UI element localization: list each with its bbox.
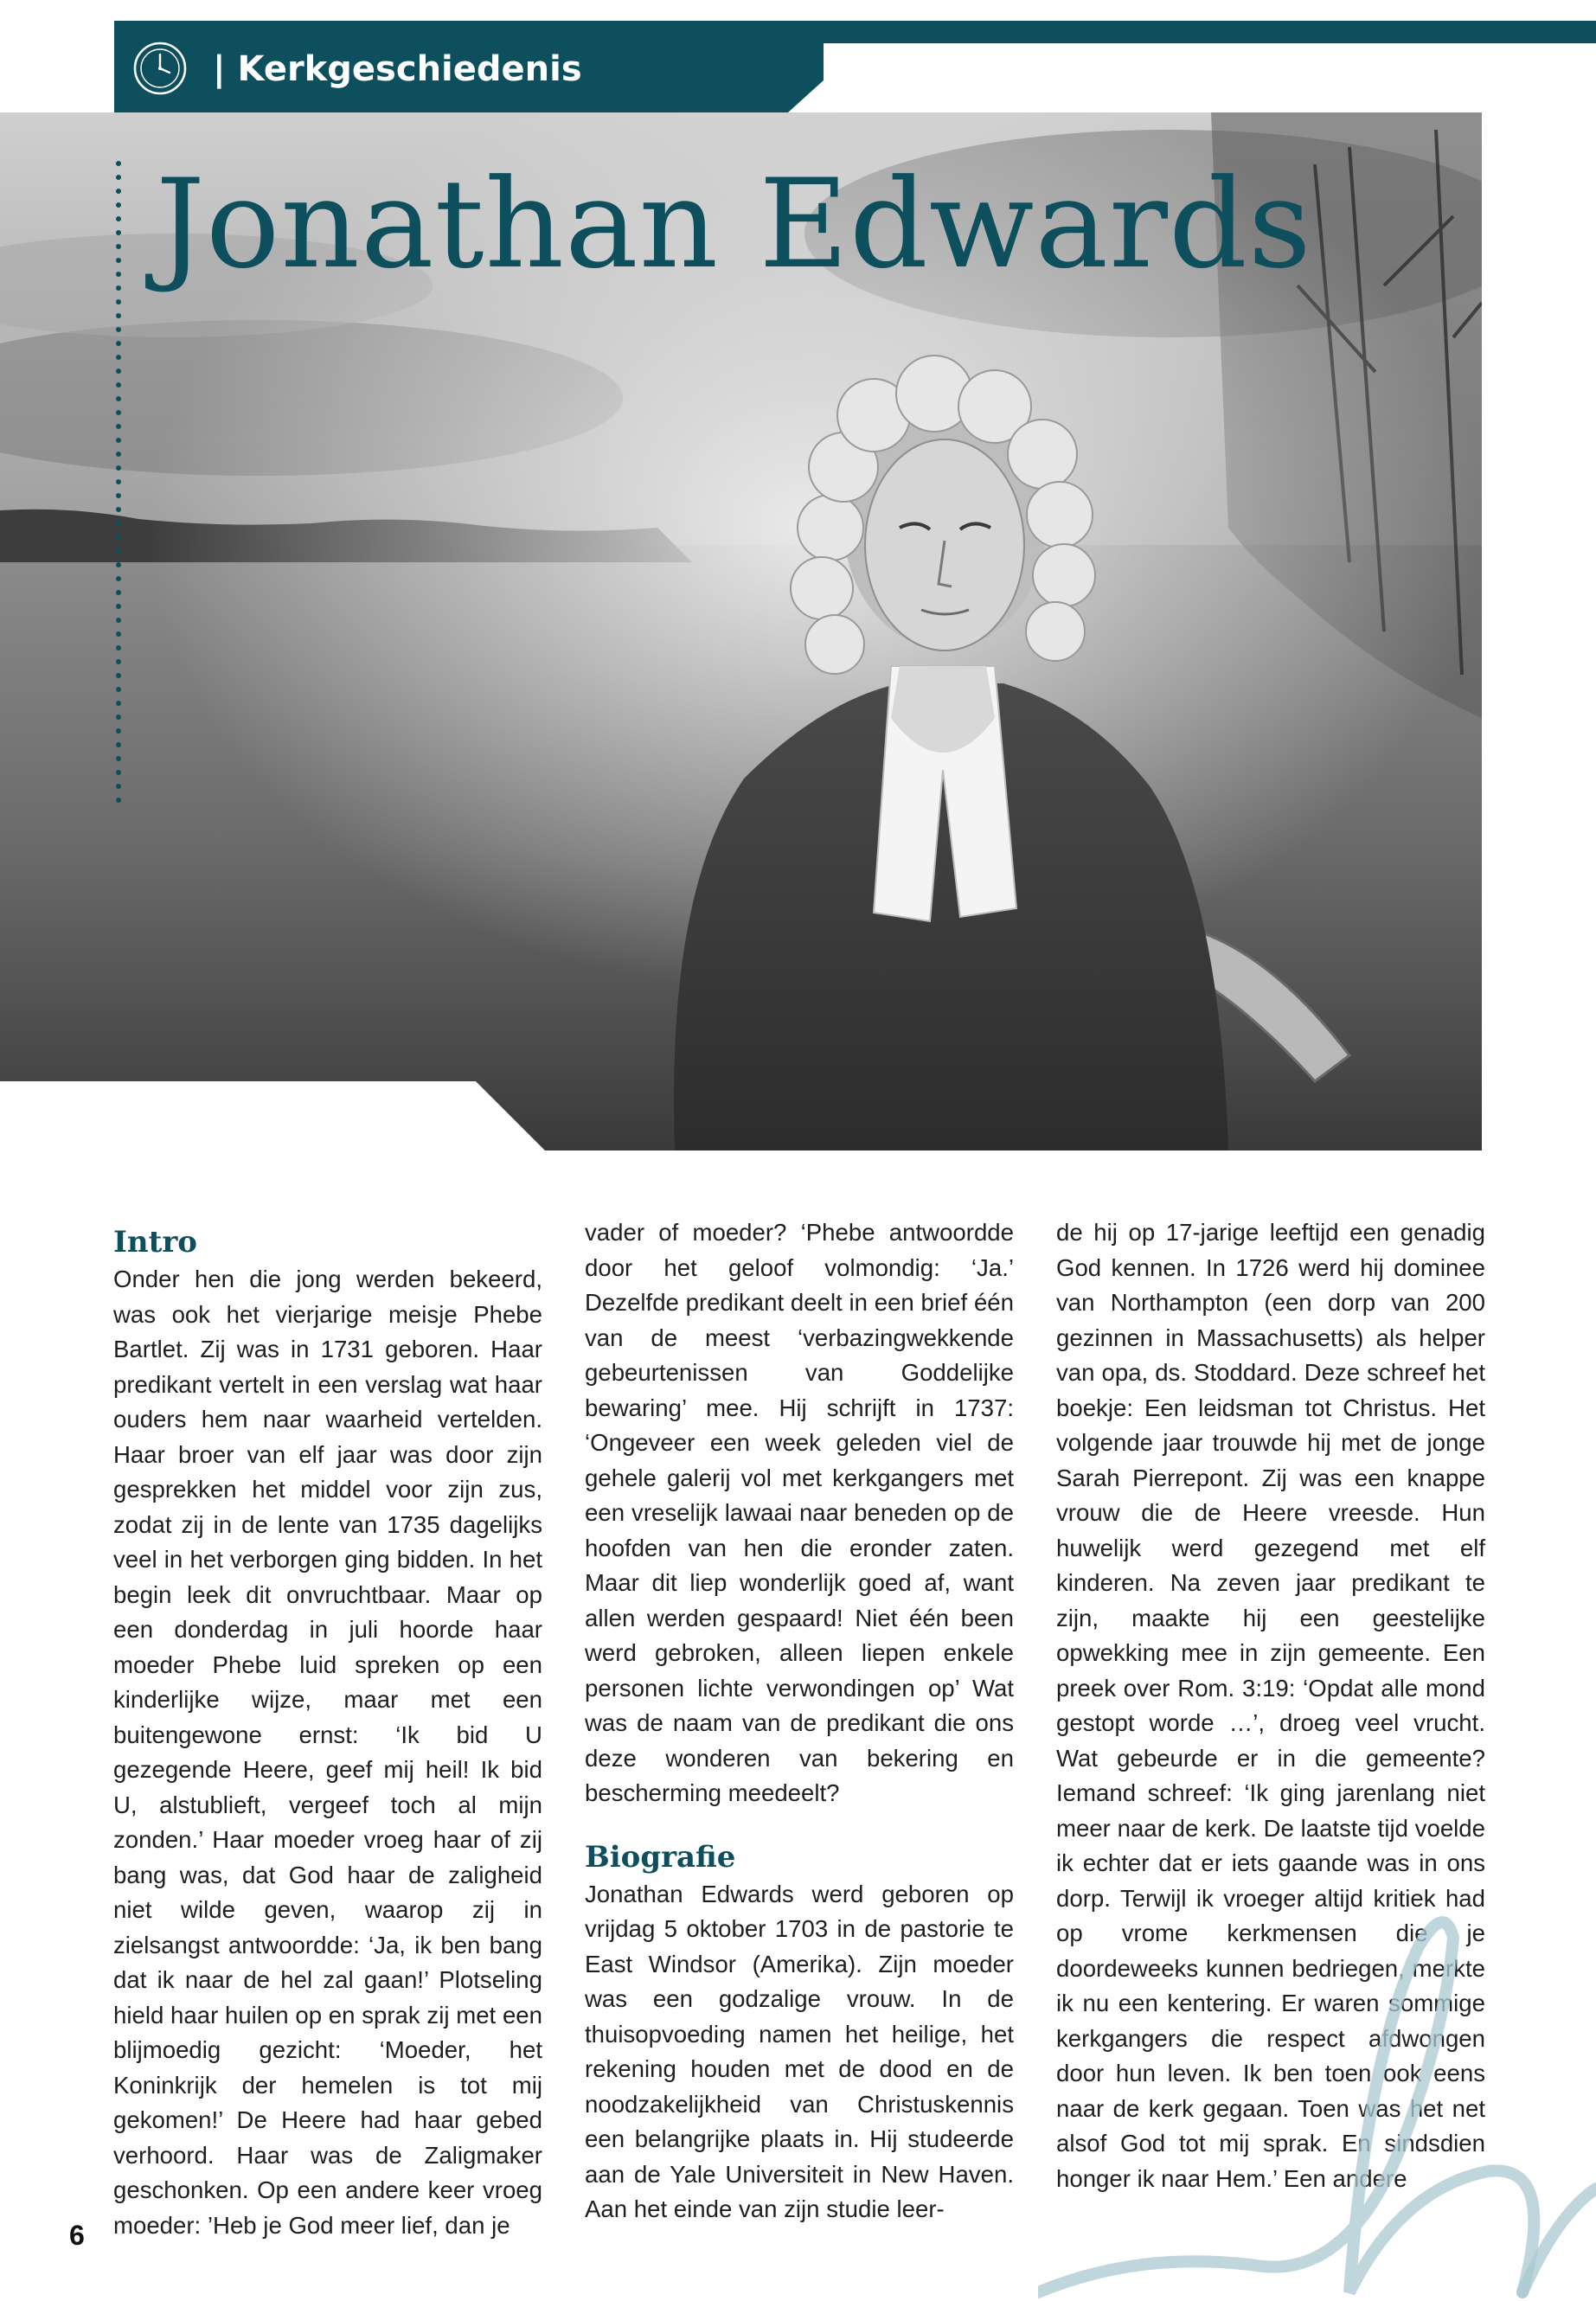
column-1	[113, 1215, 542, 2243]
title-dots-decoration	[116, 161, 121, 811]
biografie-continued-text: de hij op 17-jarige leeftijd een genadig God kennen. In 1726 werd hij dominee van Northampton (een dorp van 200 gezinnen in Massachusetts) als helper van opa, ds. Stoddard. Deze schreef het boekje: Een leidsman tot Christus. Het volgende jaar trouwde hij met de jonge Sarah Pierrepont. Zij was een knappe vrouw die de Heere vreesde. Hun huwelijk werd gezegend met elf kinderen. Na zeven jaar predikant te zijn, maakte hij een geestelijke opwekking mee in zijn gemeente. Een preek over Rom. 3:19: ‘Opdat alle mond gestopt worde …’, droeg veel vrucht. Wat gebeurde er in die gemeente? Iemand schreef: ‘Ik ging jarenlang niet meer naar de kerk. De laatste tijd voelde ik echter dat er iets gaande was in ons dorp. Terwijl ik vroeger altijd kritiek had op vrome kerkmensen die je doordeweeks kunnen bedriegen, merkte ik nu een kentering. Er waren sommige kerkgangers die respect afdwongen door hun leven. Ik ben toen ook eens naar de kerk gegaan. Toen was het net alsof God tot mij sprak. En sindsdien honger ik naar Hem.’ Een andere	[1056, 1219, 1485, 2192]
clock-icon	[131, 40, 189, 97]
biografie-text: Jonathan Edwards werd geboren op vrijdag 5 oktober 1703 in de pastorie te East Windsor (Amerika). Zijn moeder was een godzalige vrouw. In de thuisopvoeding namen het heilige, het rekening houden met de dood en de noodzakelijkheid van Christuskennis een belangrijke plaats in. Hij studeerde aan de Yale Universiteit in New Haven. Aan het einde van zijn studie leer-	[585, 1880, 1014, 2222]
intro-text: Onder hen die jong werden bekeerd, was ook het vierjarige meisje Phebe Bartlet. Zij was in 1731 geboren. Haar predikant vertelt in een verslag wat haar ouders hem naar waarheid vertelden. Haar broer van elf jaar was door zijn gesprekken het middel voor zijn zus, zodat zij in de lente van 1735 dagelijks veel in het verborgen ging bidden. In het begin leek dit onvruchtbaar. Maar op een donderdag in juli hoorde haar moeder Phebe luid spreken op een kinderlijke wijze, maar met een buitengewone ernst: ‘Ik bid U gezegende Heere, geef mij heil! Ik bid U, alstublieft, vergeef toch al mijn zonden.’ Haar moeder vroeg haar of zij bang was, dat God haar de zaligheid niet wilde geven, waarop zij in zielsangst antwoordde: ‘Ja, ik ben bang dat ik naar de hel zal gaan!’ Plotseling hield haar huilen op en sprak zij met een blijmoedig gezicht: ‘Moeder, het Koninkrijk der hemelen is tot mij gekomen!’ De Heere had haar gebed verhoord. Haar was de Zaligmaker geschonken. Op een andere keer vroeg moeder: ’Heb je God meer lief, dan je	[113, 1266, 542, 2239]
page-number: 6	[69, 2220, 85, 2251]
heading-biografie: Biografie	[585, 1839, 736, 1875]
handwriting-decoration	[1038, 1886, 1596, 2301]
intro-continued-text: vader of moeder? ‘Phebe antwoordde door het geloof volmondig: ‘Ja.’ Dezelfde predikant deelt in een brief één van de meest ‘verbazingwekkende gebeurtenissen van Goddelijke bewaring’ mee. Hij schrijft in 1737: ‘Ongeveer een week geleden viel de gehele galerij vol met kerkgangers met een vreselijk lawaai naar beneden op de hoofden van hen die eronder zaten. Maar dit liep wonderlijk goed af, want allen werden gespaard! Niet één been werd gebroken, alleen liepen enkele personen lichte verwondingen op’ Wat was de naam van de predikant die ons deze wonderen van bekering en bescherming meedeelt?	[585, 1219, 1014, 1806]
section-label: | Kerkgeschiedenis	[213, 49, 582, 89]
column-2	[585, 1215, 1014, 2227]
heading-intro: Intro	[113, 1225, 197, 1259]
article-title: Jonathan Edwards	[156, 153, 1312, 296]
